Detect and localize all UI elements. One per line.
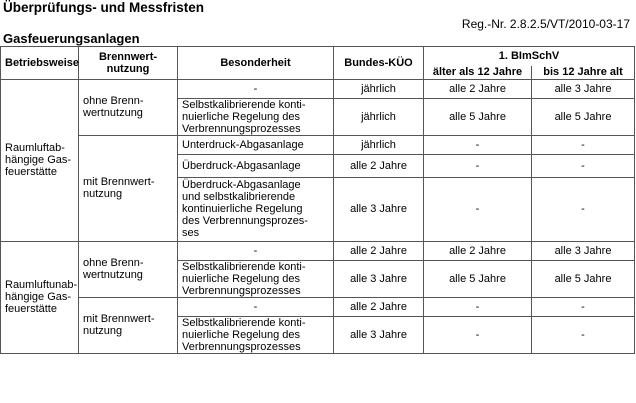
table-row	[1, 297, 635, 316]
besonderheit-cell: -	[178, 241, 334, 260]
aelter-cell: alle 2 Jahre	[424, 79, 532, 98]
bundes-kuo-cell: alle 3 Jahre	[334, 316, 424, 353]
bundes-kuo-cell: alle 2 Jahre	[334, 297, 424, 316]
bundes-kuo-cell: alle 3 Jahre	[334, 177, 424, 241]
table-row	[1, 241, 635, 260]
header-brennwertnutzung: Brennwert- nutzung	[79, 47, 178, 80]
aelter-cell: -	[424, 135, 532, 154]
header-bundes-kuo: Bundes-KÜO	[334, 47, 424, 80]
aelter-cell: -	[424, 297, 532, 316]
aelter-cell: alle 5 Jahre	[424, 260, 532, 297]
brennwert-cell: mit Brennwert- nutzung	[79, 135, 178, 241]
aelter-cell: -	[424, 177, 532, 241]
bundes-kuo-cell: alle 3 Jahre	[334, 260, 424, 297]
section-subtitle: Gasfeuerungsanlagen	[3, 31, 140, 46]
bis12-cell: alle 3 Jahre	[532, 79, 635, 98]
brennwert-cell: mit Brennwert- nutzung	[79, 297, 178, 353]
brennwert-cell: ohne Brenn- wertnutzung	[79, 241, 178, 297]
inspection-intervals-table	[0, 46, 635, 354]
registration-number: Reg.-Nr. 2.8.2.5/VT/2010-03-17	[461, 17, 630, 31]
bis12-cell: -	[532, 297, 635, 316]
header-bis-12: bis 12 Jahre alt	[532, 66, 635, 80]
header-aelter-12: älter als 12 Jahre	[424, 66, 532, 80]
aelter-cell: alle 5 Jahre	[424, 98, 532, 135]
header-betriebsweise: Betriebsweise	[1, 47, 79, 80]
besonderheit-cell: Unterdruck-Abgasanlage	[178, 135, 334, 154]
betriebsweise-cell: Raumluftab- hängige Gas- feuerstätte	[1, 79, 79, 241]
bis12-cell: -	[532, 316, 635, 353]
besonderheit-cell: Selbstkalibrierende konti- nuierliche Regelung des Verbrennungsprozesses	[178, 98, 334, 135]
besonderheit-cell: Selbstkalibrierende konti- nuierliche Regelung des Verbrennungsprozesses	[178, 316, 334, 353]
bis12-cell: -	[532, 135, 635, 154]
table-body	[1, 79, 635, 353]
bundes-kuo-cell: jährlich	[334, 135, 424, 154]
bundes-kuo-cell: alle 2 Jahre	[334, 154, 424, 177]
bundes-kuo-cell: alle 2 Jahre	[334, 241, 424, 260]
header-besonderheit: Besonderheit	[178, 47, 334, 80]
table-row	[1, 135, 635, 154]
brennwert-cell: ohne Brenn- wertnutzung	[79, 79, 178, 135]
header-bimschv: 1. BImSchV	[424, 47, 635, 66]
besonderheit-cell: -	[178, 79, 334, 98]
besonderheit-cell: Überdruck-Abgasanlage	[178, 154, 334, 177]
page-title: Überprüfungs- und Messfristen	[3, 0, 205, 15]
besonderheit-cell: Überdruck-Abgasanlage und selbstkalibrierende kontinuierliche Regelung des Verbrennungsprozes- ses	[178, 177, 334, 241]
betriebsweise-cell: Raumluftunab- hängige Gas- feuerstätte	[1, 241, 79, 353]
aelter-cell: -	[424, 154, 532, 177]
table-row	[1, 79, 635, 98]
besonderheit-cell: Selbstkalibrierende konti- nuierliche Regelung des Verbrennungsprozesses	[178, 260, 334, 297]
bis12-cell: alle 5 Jahre	[532, 98, 635, 135]
bis12-cell: -	[532, 154, 635, 177]
aelter-cell: -	[424, 316, 532, 353]
bis12-cell: -	[532, 177, 635, 241]
bis12-cell: alle 3 Jahre	[532, 241, 635, 260]
aelter-cell: alle 2 Jahre	[424, 241, 532, 260]
bundes-kuo-cell: jährlich	[334, 98, 424, 135]
besonderheit-cell: -	[178, 297, 334, 316]
bundes-kuo-cell: jährlich	[334, 79, 424, 98]
bis12-cell: alle 5 Jahre	[532, 260, 635, 297]
